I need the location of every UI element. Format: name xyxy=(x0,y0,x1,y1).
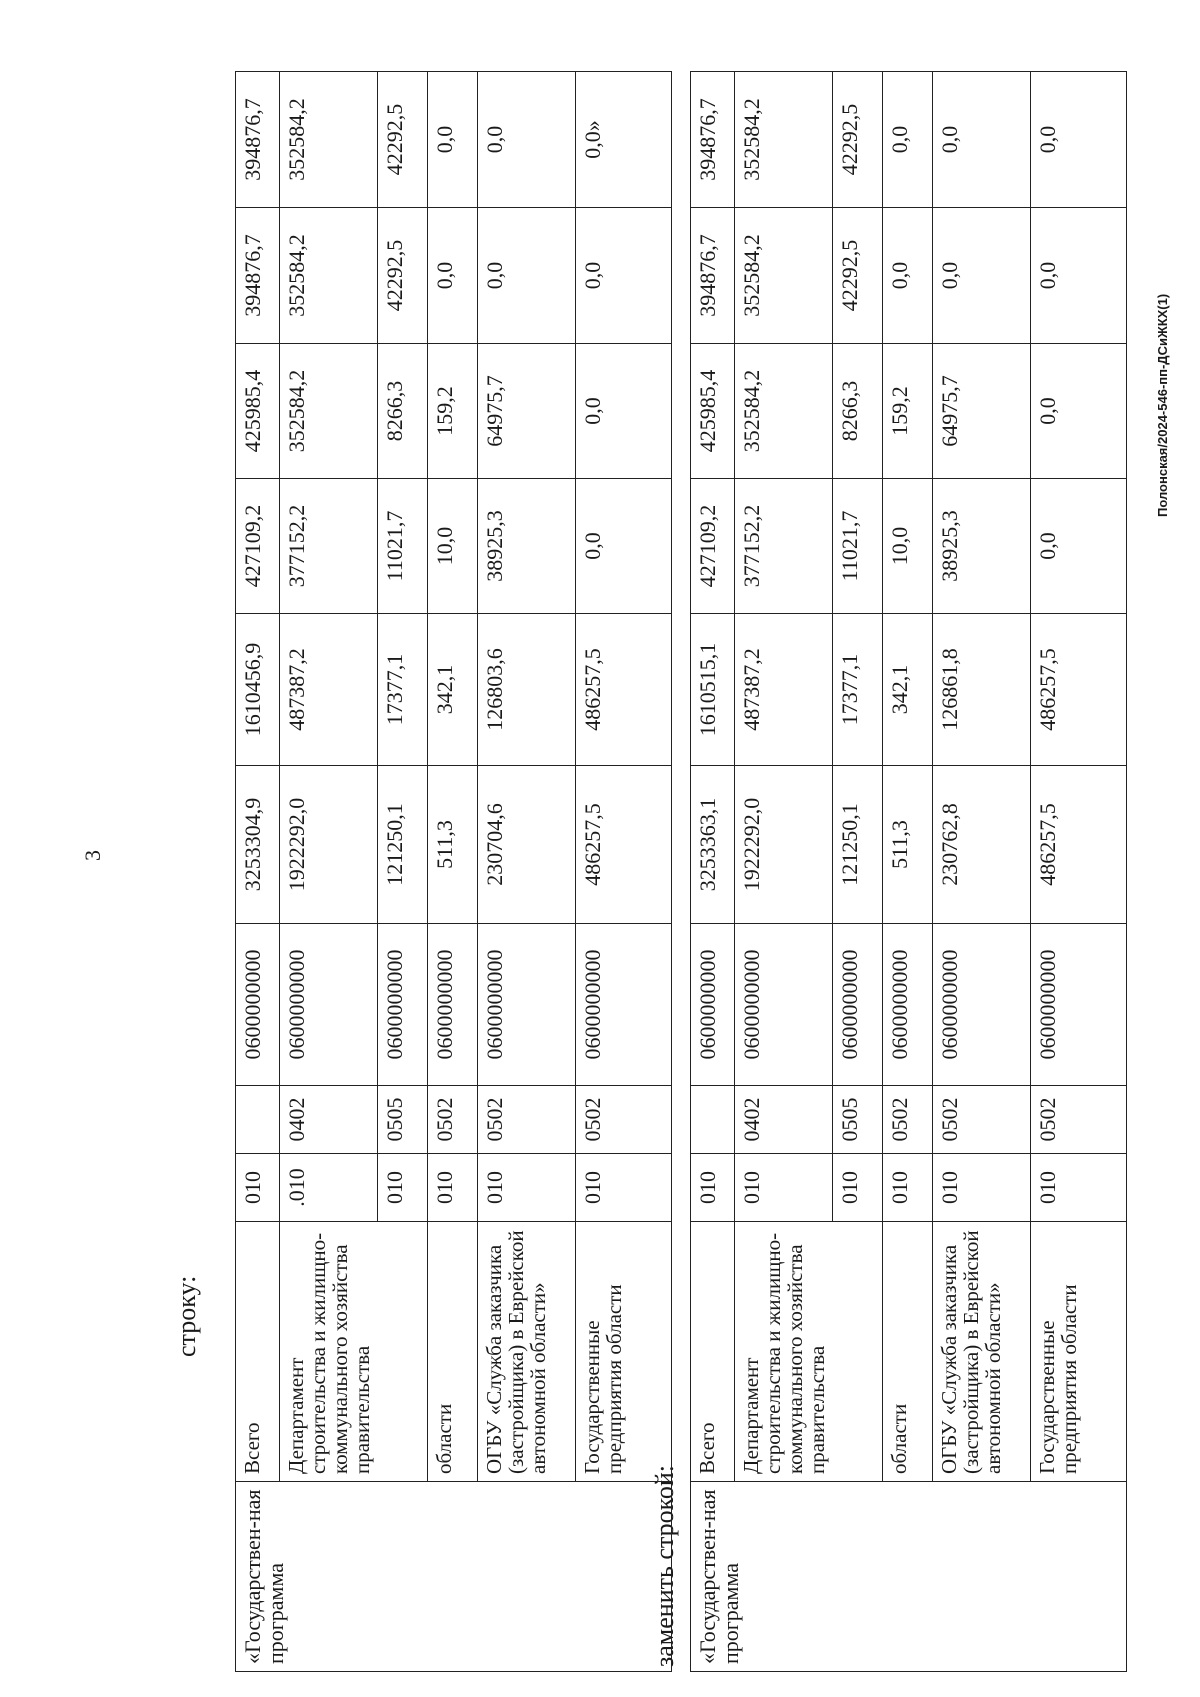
recipient-name-cell: Всего xyxy=(691,1222,735,1482)
cell-y1: 17377,1 xyxy=(378,614,428,766)
cell-csr: 0600000000 xyxy=(378,924,428,1086)
cell-y5: 352584,2 xyxy=(280,72,378,208)
cell-y5: 0,0 xyxy=(428,72,478,208)
cell-rzpr: 0402 xyxy=(735,1086,833,1154)
recipient-name-cell: ОГБУ «Служба заказчика (застройщика) в Еврейской автономной области» xyxy=(478,1222,576,1482)
page-number: 3 xyxy=(80,850,105,861)
cell-total: 486257,5 xyxy=(1031,766,1127,924)
cell-y1: 487387,2 xyxy=(735,614,833,766)
cell-gr: 010 xyxy=(576,1154,672,1222)
cell-y2: 427109,2 xyxy=(236,479,280,614)
recipient-name-cell: ОГБУ «Служба заказчика (застройщика) в Еврейской автономной области» xyxy=(933,1222,1031,1482)
cell-gr: 010 xyxy=(236,1154,280,1222)
cell-y1: 1610456,9 xyxy=(236,614,280,766)
cell-y2: 11021,7 xyxy=(378,479,428,614)
cell-y2: 10,0 xyxy=(883,479,933,614)
table-row xyxy=(691,72,735,1672)
cell-y3: 425985,4 xyxy=(236,344,280,479)
cell-csr: 0600000000 xyxy=(478,924,576,1086)
cell-y1: 342,1 xyxy=(883,614,933,766)
cell-y1: 487387,2 xyxy=(280,614,378,766)
cell-y3: 0,0 xyxy=(576,344,672,479)
cell-gr: 010 xyxy=(378,1154,428,1222)
cell-y5: 394876,7 xyxy=(691,72,735,208)
cell-y1: 486257,5 xyxy=(1031,614,1127,766)
table-row xyxy=(478,72,576,1672)
cell-rzpr: 0505 xyxy=(378,1086,428,1154)
cell-rzpr: 0402 xyxy=(280,1086,378,1154)
cell-y1: 126861,8 xyxy=(933,614,1031,766)
cell-total: 486257,5 xyxy=(576,766,672,924)
recipient-name-cell: Департамент строительства и жилищно-коммунального хозяйства правительства xyxy=(280,1222,428,1482)
cell-gr: 010 xyxy=(478,1154,576,1222)
cell-y3: 425985,4 xyxy=(691,344,735,479)
table-row xyxy=(428,72,478,1672)
cell-rzpr: 0502 xyxy=(576,1086,672,1154)
cell-y5: 394876,7 xyxy=(236,72,280,208)
cell-y4: 0,0 xyxy=(428,208,478,344)
cell-y4: 0,0 xyxy=(478,208,576,344)
cell-rzpr xyxy=(236,1086,280,1154)
cell-csr: 0600000000 xyxy=(883,924,933,1086)
cell-y1: 342,1 xyxy=(428,614,478,766)
cell-y4: 352584,2 xyxy=(280,208,378,344)
recipient-name-cell: области xyxy=(428,1222,478,1482)
cell-rzpr xyxy=(691,1086,735,1154)
cell-y2: 427109,2 xyxy=(691,479,735,614)
cell-csr: 0600000000 xyxy=(428,924,478,1086)
table-row xyxy=(1031,72,1127,1672)
cell-y3: 64975,7 xyxy=(933,344,1031,479)
cell-y5: 0,0 xyxy=(478,72,576,208)
cell-y4: 352584,2 xyxy=(735,208,833,344)
cell-gr: 010 xyxy=(735,1154,833,1222)
cell-y2: 10,0 xyxy=(428,479,478,614)
cell-y3: 8266,3 xyxy=(833,344,883,479)
table-row xyxy=(883,72,933,1672)
table-row xyxy=(735,72,833,1672)
cell-y4: 394876,7 xyxy=(236,208,280,344)
cell-total: 1922292,0 xyxy=(735,766,833,924)
cell-y1: 17377,1 xyxy=(833,614,883,766)
cell-rzpr: 0502 xyxy=(1031,1086,1127,1154)
cell-csr: 0600000000 xyxy=(933,924,1031,1086)
cell-y2: 0,0 xyxy=(1031,479,1127,614)
caption-before: строку: xyxy=(172,1275,201,1357)
cell-y5: 42292,5 xyxy=(378,72,428,208)
cell-total: 230704,6 xyxy=(478,766,576,924)
cell-total: 121250,1 xyxy=(378,766,428,924)
recipient-name-cell: Государственные предприятия области xyxy=(1031,1222,1127,1482)
recipient-name-cell: Всего xyxy=(236,1222,280,1482)
cell-y5: 0,0 xyxy=(1031,72,1127,208)
cell-total: 1922292,0 xyxy=(280,766,378,924)
cell-csr: 0600000000 xyxy=(691,924,735,1086)
cell-y3: 0,0 xyxy=(1031,344,1127,479)
cell-y2: 38925,3 xyxy=(478,479,576,614)
cell-y1: 126803,6 xyxy=(478,614,576,766)
table-row xyxy=(236,72,280,1672)
table-row xyxy=(576,72,672,1672)
cell-total: 3253363,1 xyxy=(691,766,735,924)
cell-y5: 0,0 xyxy=(933,72,1031,208)
budget-table-new xyxy=(690,71,1127,1672)
cell-rzpr: 0502 xyxy=(428,1086,478,1154)
cell-gr: 010 xyxy=(833,1154,883,1222)
table-row xyxy=(933,72,1031,1672)
cell-gr: 010 xyxy=(691,1154,735,1222)
cell-csr: 0600000000 xyxy=(735,924,833,1086)
program-label-cell: «Государствен-ная программа xyxy=(691,1482,1127,1672)
cell-gr: 010 xyxy=(883,1154,933,1222)
cell-y4: 394876,7 xyxy=(691,208,735,344)
cell-gr: 010 xyxy=(428,1154,478,1222)
cell-y4: 42292,5 xyxy=(833,208,883,344)
cell-y3: 352584,2 xyxy=(735,344,833,479)
cell-csr: 0600000000 xyxy=(280,924,378,1086)
cell-rzpr: 0505 xyxy=(833,1086,883,1154)
cell-y2: 377152,2 xyxy=(735,479,833,614)
recipient-name-cell: области xyxy=(883,1222,933,1482)
cell-csr: 0600000000 xyxy=(833,924,883,1086)
document-footer: Полонская/2024-546-пп-ДСиЖКХ(1) xyxy=(1155,293,1170,517)
cell-total: 121250,1 xyxy=(833,766,883,924)
program-label-cell: «Государствен-ная программа xyxy=(236,1482,672,1672)
cell-y1: 486257,5 xyxy=(576,614,672,766)
caption-after: заменить строкой: xyxy=(650,1464,679,1667)
cell-rzpr: 0502 xyxy=(478,1086,576,1154)
cell-y2: 0,0 xyxy=(576,479,672,614)
cell-csr: 0600000000 xyxy=(1031,924,1127,1086)
cell-gr: 010 xyxy=(1031,1154,1127,1222)
cell-y4: 0,0 xyxy=(576,208,672,344)
cell-y4: 0,0 xyxy=(883,208,933,344)
cell-csr: 0600000000 xyxy=(576,924,672,1086)
cell-y5: 0,0» xyxy=(576,72,672,208)
cell-y4: 42292,5 xyxy=(378,208,428,344)
cell-y3: 8266,3 xyxy=(378,344,428,479)
cell-y4: 0,0 xyxy=(1031,208,1127,344)
cell-total: 230762,8 xyxy=(933,766,1031,924)
table-row xyxy=(280,72,378,1672)
cell-total: 511,3 xyxy=(428,766,478,924)
cell-y1: 1610515,1 xyxy=(691,614,735,766)
recipient-name-cell: Департамент строительства и жилищно-коммунального хозяйства правительства xyxy=(735,1222,883,1482)
cell-rzpr: 0502 xyxy=(933,1086,1031,1154)
cell-y2: 38925,3 xyxy=(933,479,1031,614)
cell-y2: 377152,2 xyxy=(280,479,378,614)
cell-y3: 159,2 xyxy=(883,344,933,479)
cell-csr: 0600000000 xyxy=(236,924,280,1086)
cell-y5: 352584,2 xyxy=(735,72,833,208)
cell-y2: 11021,7 xyxy=(833,479,883,614)
cell-y5: 42292,5 xyxy=(833,72,883,208)
cell-y4: 0,0 xyxy=(933,208,1031,344)
cell-total: 3253304,9 xyxy=(236,766,280,924)
cell-gr: 010 xyxy=(933,1154,1031,1222)
cell-rzpr: 0502 xyxy=(883,1086,933,1154)
cell-gr: .010 xyxy=(280,1154,378,1222)
cell-y3: 64975,7 xyxy=(478,344,576,479)
cell-total: 511,3 xyxy=(883,766,933,924)
cell-y3: 352584,2 xyxy=(280,344,378,479)
cell-y3: 159,2 xyxy=(428,344,478,479)
cell-y5: 0,0 xyxy=(883,72,933,208)
budget-table-old xyxy=(235,71,672,1672)
recipient-name-cell: Государственные предприятия области xyxy=(576,1222,672,1482)
